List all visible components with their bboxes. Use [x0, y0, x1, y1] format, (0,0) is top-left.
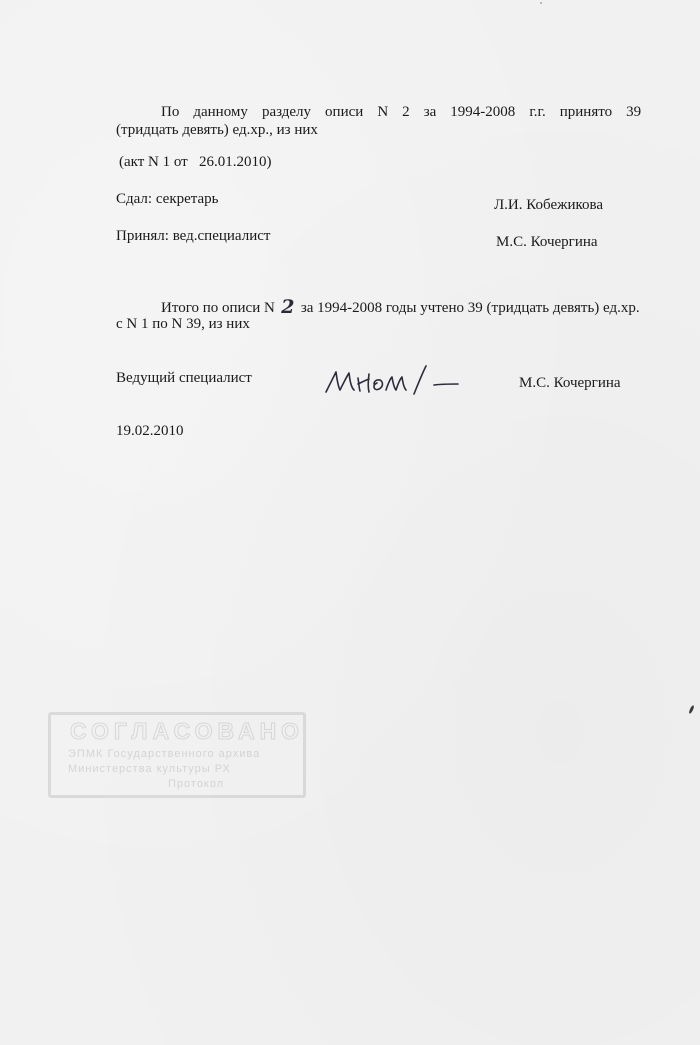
- handwritten-signature: [322, 362, 472, 402]
- summary-suffix: за 1994-2008 годы учтено 39 (тридцать девять) ед.хр.: [300, 300, 640, 316]
- word: данному: [193, 104, 248, 120]
- summary-line-2: с N 1 по N 39, из них: [116, 316, 250, 332]
- section-1-line-1: [161, 103, 641, 121]
- stamp-line-1: ЭПМК Государственного архива: [68, 748, 261, 760]
- word: г.г.: [529, 104, 546, 120]
- prinyal-name: М.С. Кочергина: [496, 234, 598, 250]
- stamp-line-2: Министерства культуры РХ: [68, 763, 231, 775]
- word: описи: [325, 104, 364, 120]
- stamp-title: СОГЛАСОВАНО: [70, 718, 305, 744]
- prinyal-label: Принял: вед.специалист: [116, 228, 271, 244]
- stamp-line-3: Протокол: [168, 778, 225, 790]
- scan-speck: [540, 2, 542, 4]
- signatory-name: М.С. Кочергина: [519, 375, 621, 391]
- sdal-name: Л.И. Кобежикова: [494, 197, 604, 213]
- word: разделу: [261, 104, 312, 120]
- word: принято: [559, 104, 613, 120]
- signatory-title: Ведущий специалист: [116, 370, 252, 386]
- word: за: [423, 104, 437, 120]
- summary-prefix: Итого по описи N: [161, 300, 275, 316]
- word: 39: [626, 104, 642, 120]
- scan-speck: [688, 705, 695, 714]
- word: 2: [402, 104, 410, 120]
- sdal-label: Сдал: секретарь: [116, 191, 219, 207]
- summary-line-1: [161, 297, 640, 317]
- approval-stamp: [48, 712, 306, 798]
- document-date: 19.02.2010: [116, 423, 184, 439]
- word: 1994-2008: [450, 104, 516, 120]
- word: По: [161, 104, 180, 120]
- word: N: [377, 104, 389, 120]
- handwritten-number: 2: [281, 296, 295, 318]
- section-1-line-2: (тридцать девять) ед.хр., из них: [116, 122, 318, 138]
- act-line: (акт N 1 от 26.01.2010): [119, 154, 272, 170]
